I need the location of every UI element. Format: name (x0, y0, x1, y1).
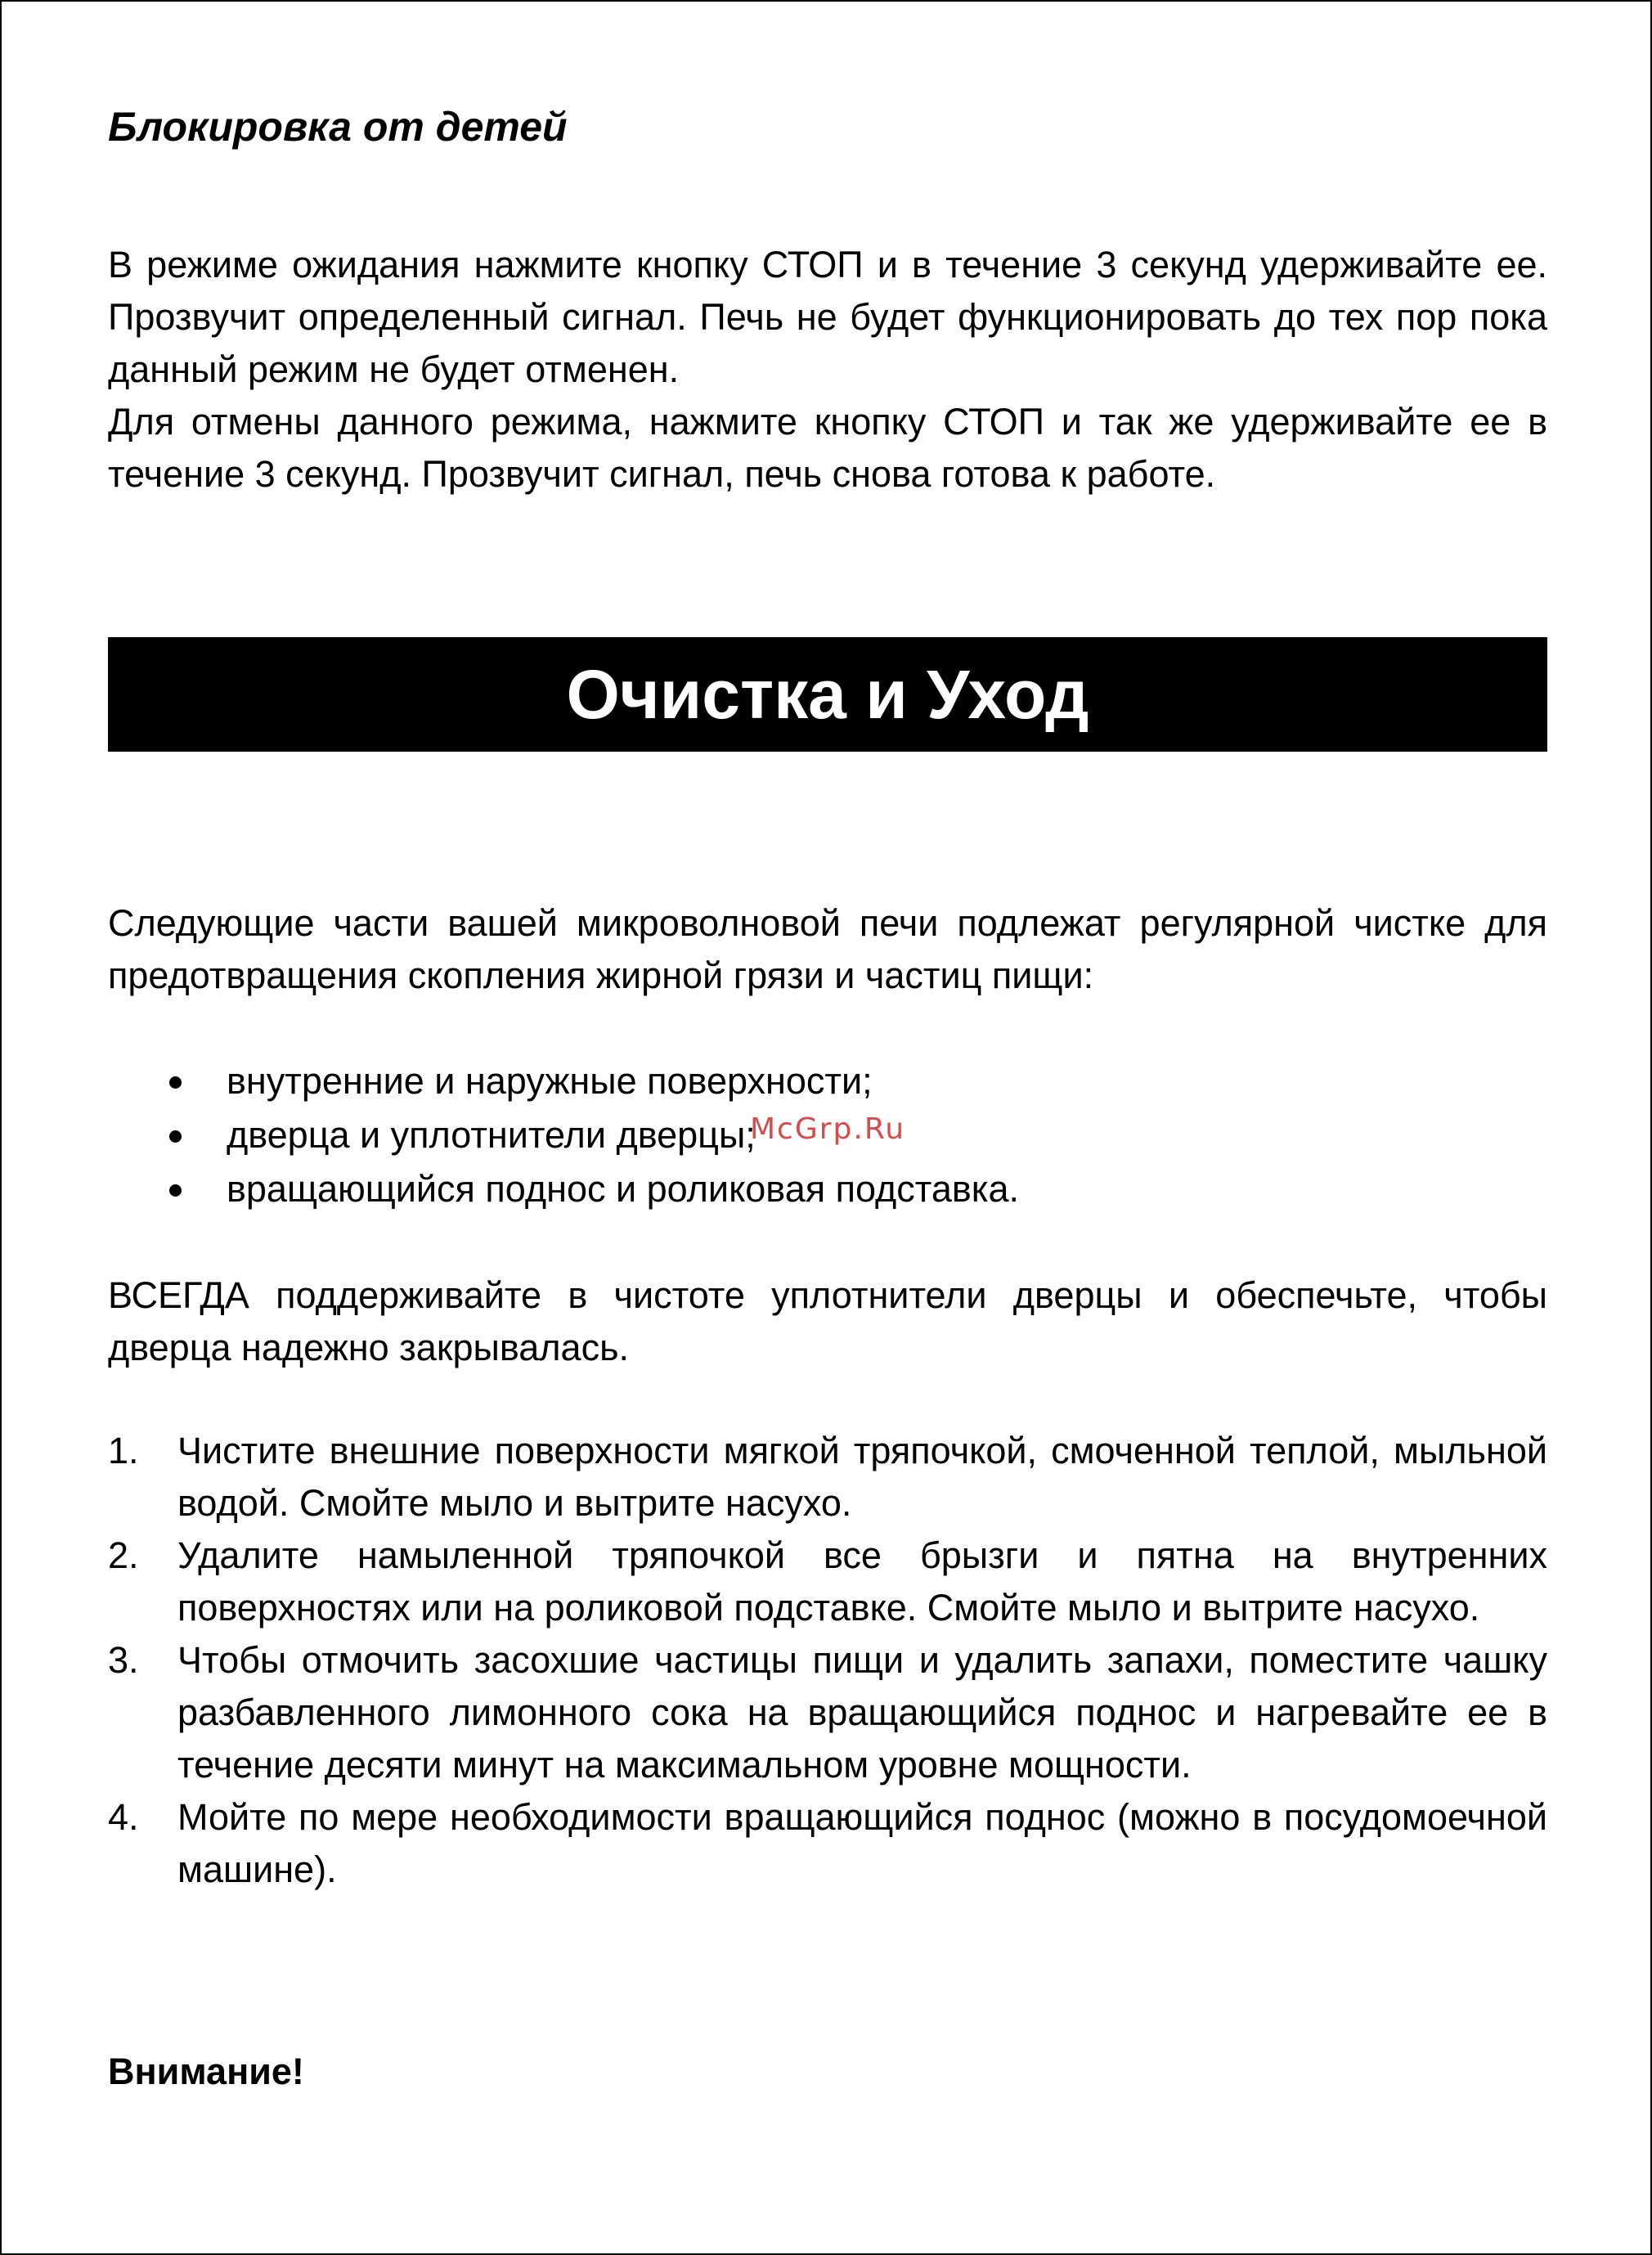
step-number: 2. (108, 1534, 139, 1576)
list-item-text: дверца и уплотнители дверцы; (227, 1114, 756, 1156)
step-text: Удалите намыленной тряпочкой все брызги и пятна на внутренних поверхностях или на роликовой подставке. Смойте мыло и вытрите насухо. (177, 1534, 1547, 1628)
list-item (108, 1055, 1547, 1109)
watermark: McGrp.Ru (750, 1112, 906, 1146)
section-title-banner: Очистка и Уход (108, 637, 1547, 752)
step-number: 4. (108, 1796, 139, 1838)
child-lock-paragraph-2: Для отмены данного режима, нажмите кнопку СТОП и так же удерживайте ее в течение 3 секунд. Прозвучит сигнал, печь снова готова к работе. (108, 401, 1547, 495)
cleaning-intro: Следующие части вашей микроволновой печи подлежат регулярной чистке для предотвращения скопления жирной грязи и частиц пищи: (108, 902, 1547, 996)
step-text: Мойте по мере необходимости вращающийся поднос (можно в посудомоечной машине). (177, 1796, 1547, 1890)
warning-label: Внимание! (108, 2051, 304, 2092)
child-lock-text (108, 239, 1547, 501)
step-item (108, 1425, 1547, 1530)
bullet-icon (169, 1184, 182, 1197)
bullet-icon (169, 1076, 182, 1089)
step-number: 1. (108, 1430, 139, 1471)
step-text: Чистите внешние поверхности мягкой тряпочкой, смоченной теплой, мыльной водой. Смойте мыло и вытрите насухо. (177, 1430, 1547, 1524)
bullet-icon (169, 1130, 182, 1143)
list-item-text: вращающийся поднос и роликовая подставка. (227, 1168, 1019, 1210)
step-item (108, 1530, 1547, 1634)
step-item (108, 1634, 1547, 1791)
always-note: ВСЕГДА поддерживайте в чистоте уплотнители дверцы и обеспечьте, чтобы дверца надежно закрывалась. (108, 1274, 1547, 1368)
always-note-block (108, 1269, 1547, 1374)
cleaning-steps-block (108, 1425, 1547, 1896)
cleaning-intro-block (108, 897, 1547, 1002)
child-lock-paragraph-1: В режиме ожидания нажмите кнопку СТОП и в течение 3 секунд удерживайте ее. Прозвучит определенный сигнал. Печь не будет функционировать до тех пор пока данный режим не будет отменен. (108, 244, 1547, 390)
list-item (108, 1163, 1547, 1217)
list-item-text: внутренние и наружные поверхности; (227, 1060, 873, 1102)
cleaning-steps-list (108, 1425, 1547, 1896)
child-lock-heading: Блокировка от детей (108, 104, 568, 150)
step-text: Чтобы отмочить засохшие частицы пищи и удалить запахи, поместите чашку разбавленного лимонного сока на вращающийся поднос и нагревайте ее в течение десяти минут на максимальном уровне мощности. (177, 1639, 1547, 1786)
step-item (108, 1791, 1547, 1896)
step-number: 3. (108, 1639, 139, 1681)
